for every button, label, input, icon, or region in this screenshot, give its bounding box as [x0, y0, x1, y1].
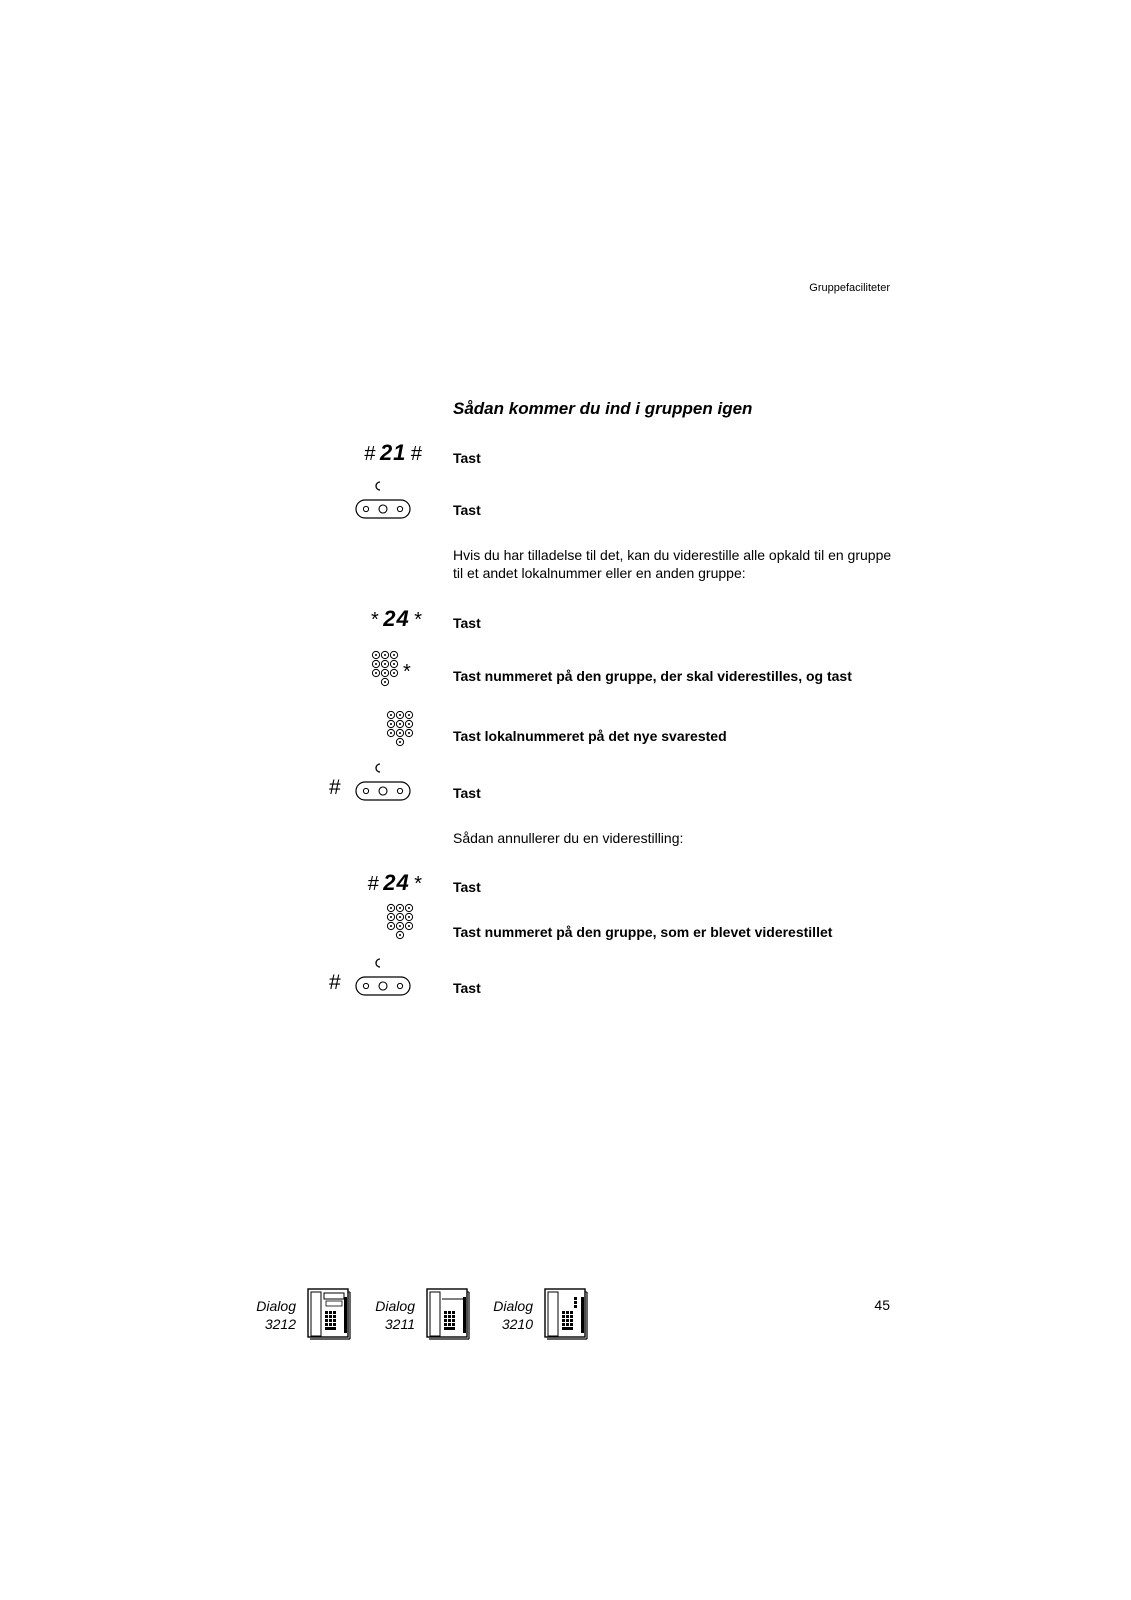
- handset-button-icon: [356, 500, 412, 520]
- dialog-3211-phone-icon: [427, 1289, 473, 1343]
- running-header: Gruppefaciliteter: [809, 282, 890, 294]
- page-number: 45: [874, 1297, 890, 1313]
- star-key-symbol: *: [414, 609, 422, 631]
- model-number: 3212: [264, 1316, 296, 1332]
- digits-21: 21: [379, 440, 407, 465]
- step-instruction: Tast: [453, 450, 481, 466]
- model-number: 3210: [501, 1316, 533, 1332]
- model-name: Dialog: [493, 1298, 533, 1314]
- section-heading: Sådan kommer du ind i gruppen igen: [453, 399, 753, 418]
- step-instruction: Tast lokalnummeret på det nye svarested: [453, 728, 727, 744]
- hash-key-symbol: #: [329, 971, 341, 994]
- step-instruction: Tast: [453, 879, 481, 895]
- digits-24: 24: [383, 606, 410, 631]
- model-name: Dialog: [256, 1298, 296, 1314]
- handset-button-icon: [356, 782, 412, 802]
- step-instruction: Tast: [453, 615, 481, 631]
- handset-button-icon: [356, 977, 412, 997]
- star-key-symbol: *: [403, 661, 411, 683]
- model-number: 3211: [384, 1316, 415, 1332]
- model-label-3210: [473, 1297, 533, 1333]
- model-label-3212: [236, 1297, 296, 1333]
- keypad-icon: [374, 653, 396, 685]
- info-paragraph: Sådan annullerer du en viderestilling:: [453, 830, 684, 846]
- step-instruction: Tast nummeret på den gruppe, der skal viderestilles, og tast: [453, 668, 852, 684]
- hash-key-symbol: #: [364, 443, 376, 465]
- dialog-3210-phone-icon: [545, 1289, 591, 1343]
- keypad-icon: [389, 713, 411, 745]
- info-paragraph: Hvis du har tilladelse til det, kan du viderestille alle opkald til en gruppe til et andet lokalnummer eller en anden gruppe:: [453, 547, 892, 581]
- star-key-symbol: *: [414, 873, 422, 895]
- step-instruction: Tast nummeret på den gruppe, som er blevet viderestillet: [453, 924, 833, 940]
- star-key-symbol: *: [371, 609, 379, 631]
- step-instruction: Tast: [453, 980, 481, 996]
- digits-24: 24: [383, 870, 410, 895]
- key-sequence-21: [342, 440, 422, 466]
- hash-key-symbol: #: [367, 873, 379, 895]
- hash-key-symbol: #: [329, 776, 341, 799]
- hash-key-symbol: #: [410, 443, 422, 465]
- step-instruction: Tast: [453, 785, 481, 801]
- key-sequence-24-cancel: [342, 870, 422, 896]
- step-instruction: Tast: [453, 502, 481, 518]
- keypad-icon: [389, 906, 411, 938]
- model-name: Dialog: [375, 1298, 415, 1314]
- key-sequence-24: [342, 606, 422, 632]
- dialog-3212-phone-icon: [308, 1289, 354, 1343]
- model-label-3211: [355, 1297, 415, 1333]
